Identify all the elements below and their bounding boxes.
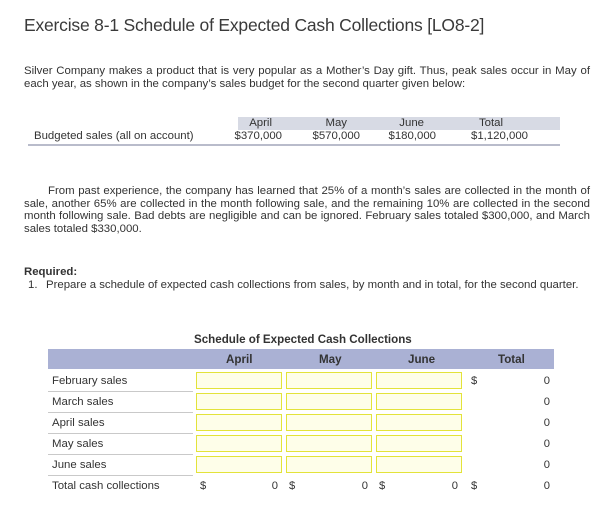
budget-value-april: $370,000 <box>234 130 282 142</box>
june-input[interactable] <box>376 435 462 452</box>
required-text: Prepare a schedule of expected cash collections from sales, by month and in total, for the second quarter. <box>46 279 579 291</box>
budget-header-total: Total <box>478 117 503 129</box>
grand-total: 0 <box>543 480 550 492</box>
row-total: 0 <box>543 438 550 450</box>
row-label: February sales <box>52 375 128 387</box>
schedule-col-june: June <box>408 353 436 366</box>
total-currency: $ <box>471 375 478 387</box>
may-total-currency: $ <box>289 480 296 492</box>
may-input[interactable] <box>286 435 372 452</box>
total-row-label: Total cash collections <box>52 480 160 492</box>
june-input[interactable] <box>376 372 462 389</box>
total-row <box>48 476 554 497</box>
may-input[interactable] <box>286 414 372 431</box>
exercise-title: Exercise 8-1 Schedule of Expected Cash Collections [LO8-2] <box>24 15 485 35</box>
april-input[interactable] <box>196 414 282 431</box>
june-total: 0 <box>451 480 458 492</box>
april-input[interactable] <box>196 435 282 452</box>
schedule-col-may: May <box>319 353 342 366</box>
schedule-header <box>48 349 554 369</box>
row-label: April sales <box>52 417 105 429</box>
budget-value-june: $180,000 <box>388 130 436 142</box>
budget-row-label: Budgeted sales (all on account) <box>34 130 194 142</box>
budget-value-total: $1,120,000 <box>470 130 528 142</box>
table-row <box>48 392 554 413</box>
table-row <box>48 434 554 455</box>
budget-header-april: April <box>249 117 272 129</box>
grand-total-currency: $ <box>471 480 478 492</box>
intro-paragraph: Silver Company makes a product that is very popular as a Mother’s Day gift. Thus, peak sales occur in May of each year, as shown in the company’s sales budget for the second quarter given below: <box>24 65 590 90</box>
june-input[interactable] <box>376 414 462 431</box>
required-number: 1. <box>28 279 38 291</box>
schedule-col-april: April <box>226 353 253 366</box>
row-label: May sales <box>52 438 104 450</box>
june-total-currency: $ <box>379 480 386 492</box>
required-heading: Required: <box>24 266 78 278</box>
row-total: 0 <box>543 417 550 429</box>
budget-header-june: June <box>399 117 424 129</box>
may-input[interactable] <box>286 456 372 473</box>
april-input[interactable] <box>196 456 282 473</box>
may-input[interactable] <box>286 393 372 410</box>
budget-underline <box>28 144 560 146</box>
june-input[interactable] <box>376 393 462 410</box>
schedule-col-total: Total <box>498 353 525 366</box>
may-input[interactable] <box>286 372 372 389</box>
row-label: March sales <box>52 396 114 408</box>
table-row <box>48 413 554 434</box>
schedule-title: Schedule of Expected Cash Collections <box>194 333 412 346</box>
table-row <box>48 371 554 392</box>
row-total: 0 <box>543 375 550 387</box>
row-label: June sales <box>52 459 107 471</box>
may-total: 0 <box>361 480 368 492</box>
april-input[interactable] <box>196 393 282 410</box>
budget-header-may: May <box>325 117 347 129</box>
row-total: 0 <box>543 459 550 471</box>
collection-paragraph: From past experience, the company has learned that 25% of a month’s sales are collected in the month of sale, another 65% are collected in the month following sale, and the remaining 10% are collected in the second month following sale. Bad debts are negligible and can be ignored. February sales totaled $300,000, and March sales totaled $330,000. <box>24 185 590 235</box>
april-input[interactable] <box>196 372 282 389</box>
april-total-currency: $ <box>200 480 207 492</box>
table-row <box>48 455 554 476</box>
budget-value-may: $570,000 <box>312 130 360 142</box>
row-total: 0 <box>543 396 550 408</box>
budget-table <box>28 117 530 147</box>
april-total: 0 <box>271 480 278 492</box>
required-item <box>24 279 590 292</box>
june-input[interactable] <box>376 456 462 473</box>
